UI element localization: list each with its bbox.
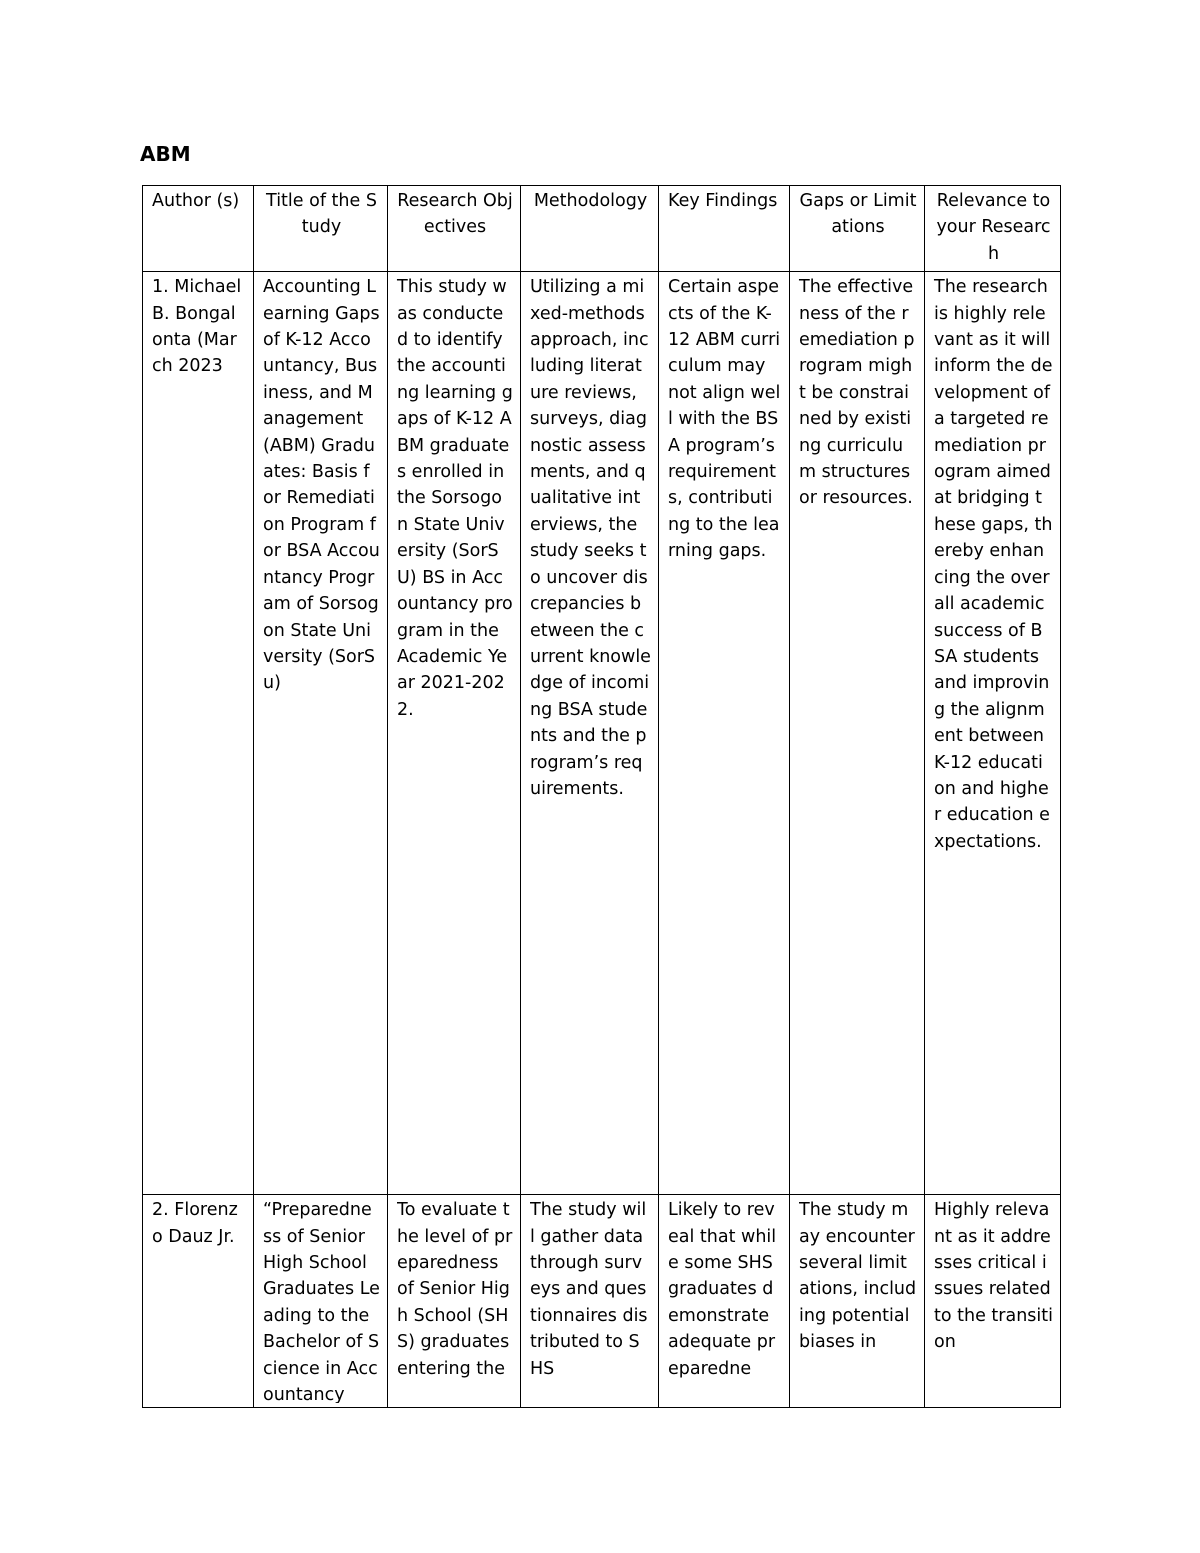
cell-relevance-text: Highly relevant as it addresses critical issues related to the transition [934,1200,1053,1353]
cell-objectives-text: This study was conducted to identify the accounting learning gaps of K-12 ABM graduates enrolled in the Sorsogon State University (SorSU) BS in Accountancy program in the Academic Year 2021-2022. [397,277,513,720]
cell-findings-text: Certain aspects of the K-12 ABM curriculum may not align well with the BSA program’s requirements, contributing to the learning gaps. [668,277,781,562]
cell-findings [659,272,790,1195]
cell-objectives [388,272,521,1195]
literature-review-table [142,185,1061,1408]
cell-objectives-text: To evaluate the level of preparedness of Senior High School (SHS) graduates entering the [397,1200,513,1379]
cell-title [254,1195,388,1408]
table-row [143,272,1061,1195]
cell-methodology-text: The study will gather data through surveys and questionnaires distributed to SHS [530,1200,648,1379]
cell-objectives [388,1195,521,1408]
header-author: Author (s) [143,186,254,272]
table-header-row [143,186,1061,272]
header-objectives: Research Objectives [388,186,521,272]
header-findings: Key Findings [659,186,790,272]
cell-title-text: “Preparedness of Senior High School Graduates Leading to the Bachelor of Science in Accountancy [263,1200,380,1404]
cell-gaps [790,272,925,1195]
cell-methodology [521,272,659,1195]
cell-author [143,272,254,1195]
cell-author [143,1195,254,1408]
cell-relevance-text: The research is highly relevant as it will inform the development of a targeted remediation program aimed at bridging these gaps, thereby enhancing the overall academic success of BSA students and improving the alignment between K-12 education and higher education expectations. [934,277,1053,852]
header-relevance: Relevance to your Research [925,186,1061,272]
cell-findings [659,1195,790,1408]
table-row [143,1195,1061,1408]
cell-gaps-text: The study may encounter several limitations, including potential biases in [799,1200,917,1353]
cell-title-text: Accounting Learning Gaps of K-12 Accountancy, Business, and Management (ABM) Graduates: Basis for Remediation Program for BSA Accountancy Program of Sorsogon State University (SorSu) [263,277,380,694]
header-title: Title of the Study [254,186,388,272]
cell-relevance [925,272,1061,1195]
cell-author-text: 2. Florenzo Dauz Jr. [152,1200,238,1247]
cell-methodology-text: Utilizing a mixed-methods approach, including literature reviews, surveys, diagnostic assessments, and qualitative interviews, the study seeks to uncover discrepancies between the current knowledge of incoming BSA students and the program’s requirements. [530,277,651,799]
page-title: ABM [140,142,191,166]
cell-findings-text: Likely to reveal that while some SHS graduates demonstrate adequate preparedne [668,1200,777,1379]
cell-relevance [925,1195,1061,1408]
cell-title [254,272,388,1195]
cell-gaps-text: The effectiveness of the remediation program might be constrained by existing curriculum structures or resources. [799,277,915,509]
cell-author-text: 1. Michael B. Bongalonta (March 2023 [152,277,242,377]
header-methodology: Methodology [521,186,659,272]
header-gaps: Gaps or Limitations [790,186,925,272]
cell-gaps [790,1195,925,1408]
cell-methodology [521,1195,659,1408]
